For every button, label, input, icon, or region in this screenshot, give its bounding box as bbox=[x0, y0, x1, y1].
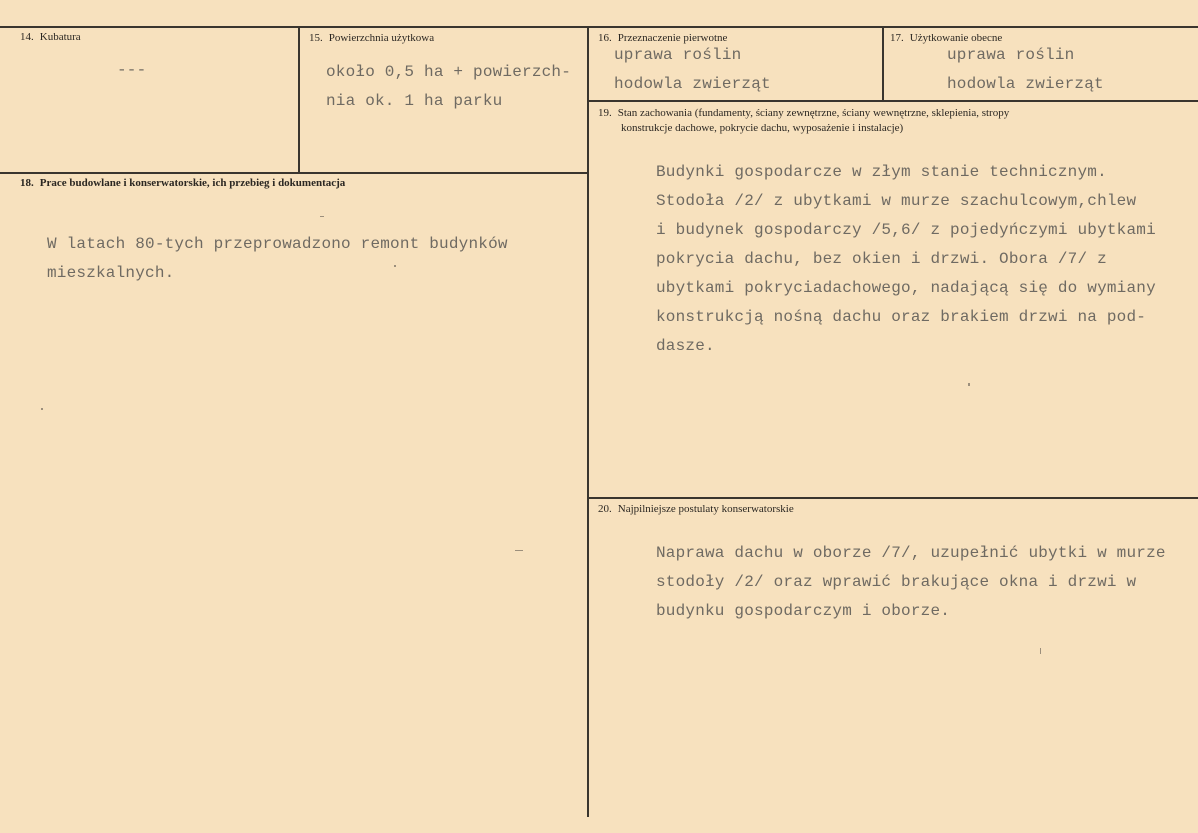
field-20-label: 20. Najpilniejsze postulaty konserwatorskie bbox=[598, 503, 794, 515]
divider-16-17 bbox=[882, 27, 884, 101]
divider-14-15 bbox=[298, 27, 300, 173]
divider-left-right bbox=[587, 27, 589, 817]
field-15-value: około 0,5 ha + powierzch- nia ok. 1 ha parku bbox=[326, 63, 572, 110]
divider-top-row-right bbox=[588, 100, 1198, 102]
paper-speck bbox=[515, 550, 523, 551]
field-16-value: uprawa roślin hodowla zwierząt bbox=[614, 46, 771, 93]
field-18-label: 18. Prace budowlane i konserwatorskie, ich przebieg i dokumentacja bbox=[20, 177, 346, 189]
field-17-label: 17. Użytkowanie obecne bbox=[890, 32, 1003, 44]
top-border bbox=[0, 26, 1198, 28]
paper-speck bbox=[1040, 648, 1041, 654]
field-19-label: 19. Stan zachowania (fundamenty, ściany zewnętrzne, ściany wewnętrzne, sklepienia, stropy bbox=[598, 107, 1010, 119]
field-16-label: 16. Przeznaczenie pierwotne bbox=[598, 32, 728, 44]
field-17-value: uprawa roślin hodowla zwierząt bbox=[947, 46, 1104, 93]
divider-15-18 bbox=[0, 172, 588, 174]
paper-speck bbox=[320, 216, 324, 217]
field-14-label: 14. Kubatura bbox=[20, 31, 81, 43]
paper-speck bbox=[41, 408, 43, 410]
field-18-value: W latach 80-tych przeprowadzono remont budynków mieszkalnych. bbox=[47, 235, 508, 282]
paper-speck bbox=[394, 265, 396, 267]
field-19-label-cont: konstrukcje dachowe, pokrycie dachu, wyposażenie i instalacje) bbox=[621, 122, 904, 134]
divider-19-20 bbox=[588, 497, 1198, 499]
field-20-value: Naprawa dachu w oborze /7/, uzupełnić ubytki w murze stodoły /2/ oraz wprawić brakujące okna i drzwi w budynku gospodarczym i oborze. bbox=[656, 544, 1166, 620]
field-14-value: --- bbox=[117, 61, 147, 79]
paper-speck bbox=[968, 383, 970, 386]
field-15-label: 15. Powierzchnia użytkowa bbox=[309, 32, 435, 44]
field-19-value: Budynki gospodarcze w złym stanie technicznym. Stodoła /2/ z ubytkami w murze szachulcowym,chlew i budynek gospodarczy /5,6/ z pojedyńczymi ubytkami pokrycia dachu, bez okien i drzwi. Obora /7/ z ubytkami pokryciadachowego, nadającą się do wymiany konstrukcją nośną dachu oraz brakiem drzwi na pod- dasze. bbox=[656, 163, 1156, 355]
